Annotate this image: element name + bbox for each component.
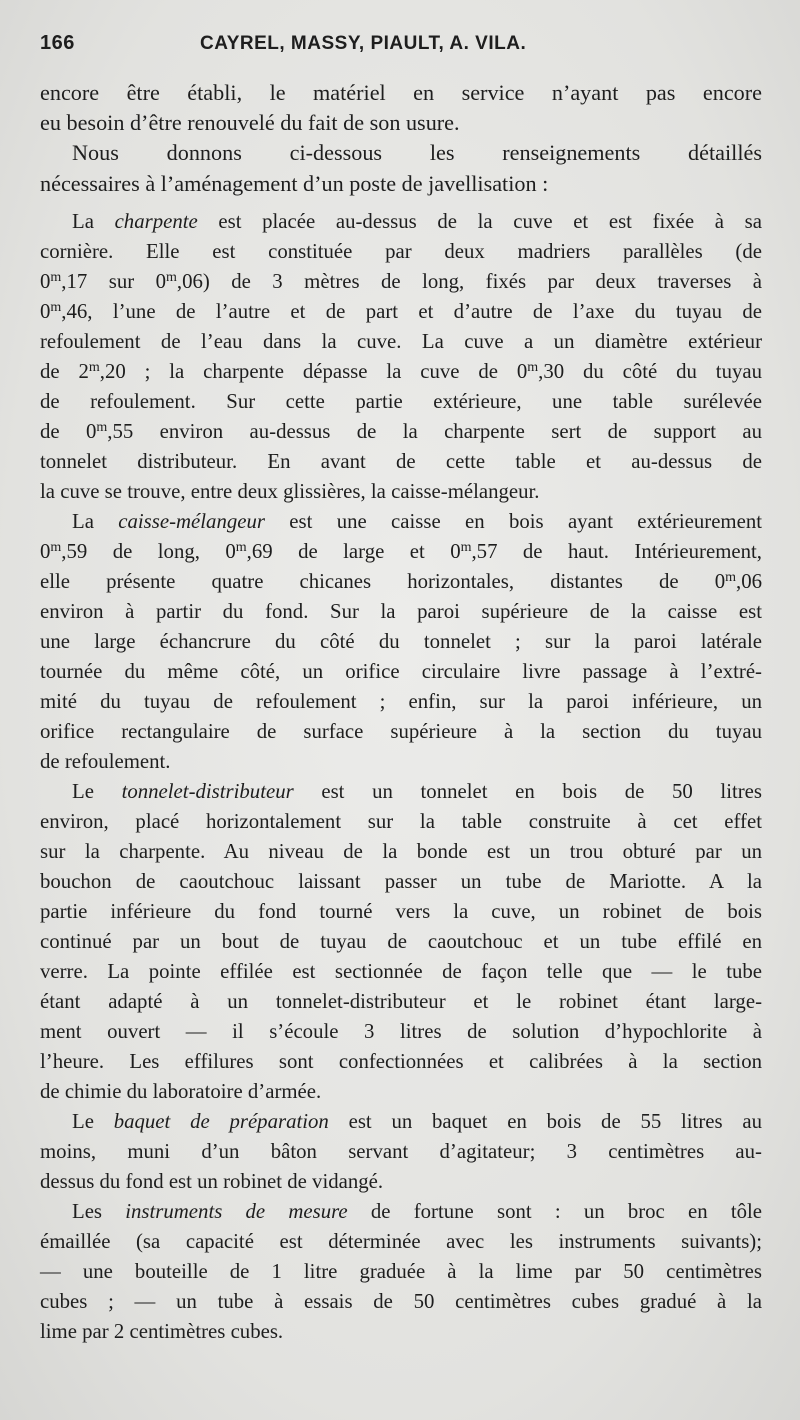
text-line: bouchon de caoutchouc laissant passer un tube de Mariotte. A la	[40, 869, 762, 893]
text-line: tonnelet distributeur. En avant de cette table et au-dessus de	[40, 449, 762, 473]
term-baquet-de-preparation: baquet de préparation	[113, 1109, 329, 1133]
text-line: ment ouvert — il s’écoule 3 litres de solution d’hypochlorite à	[40, 1019, 762, 1043]
intro-paragraph	[40, 78, 762, 138]
body-text	[40, 78, 762, 1347]
caisse-paragraph	[40, 507, 762, 777]
text-line: de refoulement.	[40, 749, 171, 773]
text-line: environ, placé horizontalement sur la table construite à cet effet	[40, 809, 762, 833]
text-line: dessus du fond est un robinet de vidangé.	[40, 1169, 384, 1193]
baquet-paragraph	[40, 1107, 762, 1197]
text-line: sur la charpente. Au niveau de la bonde est un trou obturé par un	[40, 839, 762, 863]
text-line: refoulement de l’eau dans la cuve. La cuve a un diamètre extérieur	[40, 329, 762, 353]
page-number: 166	[40, 32, 75, 54]
intro-paragraph-2b	[40, 169, 762, 199]
text-line: lime par 2 centimètres cubes.	[40, 1319, 284, 1343]
text-line: de chimie du laboratoire d’armée.	[40, 1079, 322, 1103]
text-line: Les instruments de mesure de fortune sont : un broc en tôle	[72, 1199, 763, 1223]
text-line: émaillée (sa capacité est déterminée avec les instruments suivants);	[40, 1229, 762, 1253]
text-line: Le tonnelet-distributeur est un tonnelet en bois de 50 litres	[72, 779, 763, 803]
text-line: Nous donnons ci-dessous les renseignements détaillés	[72, 140, 762, 166]
running-head: CAYREL, MASSY, PIAULT, A. VILA.	[200, 33, 527, 54]
text-line: elle présente quatre chicanes horizontales, distantes de 0$^m$,06	[40, 569, 762, 593]
tonnelet-paragraph	[40, 777, 762, 1107]
text-line: cubes ; — un tube à essais de 50 centimètres cubes gradué à la	[40, 1289, 762, 1313]
text-line: Le baquet de préparation est un baquet en bois de 55 litres au	[72, 1109, 762, 1133]
instruments-paragraph	[40, 1197, 762, 1347]
text-line: continué par un bout de tuyau de caoutchouc et un tube effilé en	[40, 929, 762, 953]
text-line: nécessaires à l’aménagement d’un poste de javellisation :	[40, 170, 549, 196]
text-line: étant adapté à un tonnelet-distributeur et le robinet étant large-	[40, 989, 762, 1013]
text-line: de 0$^m$,55 environ au-dessus de la charpente sert de support au	[40, 419, 762, 443]
text-line: de 2$^m$,20 ; la charpente dépasse la cuve de 0$^m$,30 du côté du tuyau	[40, 359, 762, 383]
text-line: — une bouteille de 1 litre graduée à la lime par 50 centimètres	[40, 1259, 762, 1283]
text-line: 0$^m$,46, l’une de l’autre et de part et d’autre de l’axe du tuyau de	[40, 299, 762, 323]
charpente-paragraph	[40, 207, 762, 507]
text-line: tournée du même côté, un orifice circulaire livre passage à l’extré-	[40, 659, 762, 683]
page-header	[40, 32, 762, 72]
text-line: la cuve se trouve, entre deux glissières, la caisse-mélangeur.	[40, 479, 540, 503]
text-line: environ à partir du fond. Sur la paroi supérieure de la caisse est	[40, 599, 762, 623]
text-line: 0$^m$,59 de long, 0$^m$,69 de large et 0$^m$,57 de haut. Intérieurement,	[40, 539, 762, 563]
text-line: eu besoin d’être renouvelé du fait de son usure.	[40, 110, 460, 136]
term-instruments-de-mesure: instruments de mesure	[125, 1199, 348, 1223]
text-line: l’heure. Les effilures sont confectionnées et calibrées à la section	[40, 1049, 762, 1073]
term-tonnelet-distributeur: tonnelet-distributeur	[121, 779, 294, 803]
text-line: La charpente est placée au-dessus de la cuve et est fixée à sa	[72, 209, 762, 233]
text-line: 0$^m$,17 sur 0$^m$,06) de 3 mètres de long, fixés par deux traverses à	[40, 269, 762, 293]
term-caisse-melangeur: caisse-mélangeur	[118, 509, 265, 533]
text-line: verre. La pointe effilée est sectionnée de façon telle que — le tube	[40, 959, 762, 983]
text-line: orifice rectangulaire de surface supérieure à la section du tuyau	[40, 719, 762, 743]
text-line: cornière. Elle est constituée par deux madriers parallèles (de	[40, 239, 762, 263]
text-line: La caisse-mélangeur est une caisse en bois ayant extérieurement	[72, 509, 763, 533]
intro-paragraph-2	[40, 138, 762, 168]
term-charpente: charpente	[114, 209, 198, 233]
text-line: encore être établi, le matériel en service n’ayant pas encore	[40, 80, 762, 105]
text-line: de refoulement. Sur cette partie extérieure, une table surélevée	[40, 389, 762, 413]
text-line: une large échancrure du côté du tonnelet ; sur la paroi latérale	[40, 629, 762, 653]
text-line: moins, muni d’un bâton servant d’agitateur; 3 centimètres au-	[40, 1139, 762, 1163]
text-line: mité du tuyau de refoulement ; enfin, sur la paroi inférieure, un	[40, 689, 762, 713]
text-line: partie inférieure du fond tourné vers la cuve, un robinet de bois	[40, 899, 762, 923]
